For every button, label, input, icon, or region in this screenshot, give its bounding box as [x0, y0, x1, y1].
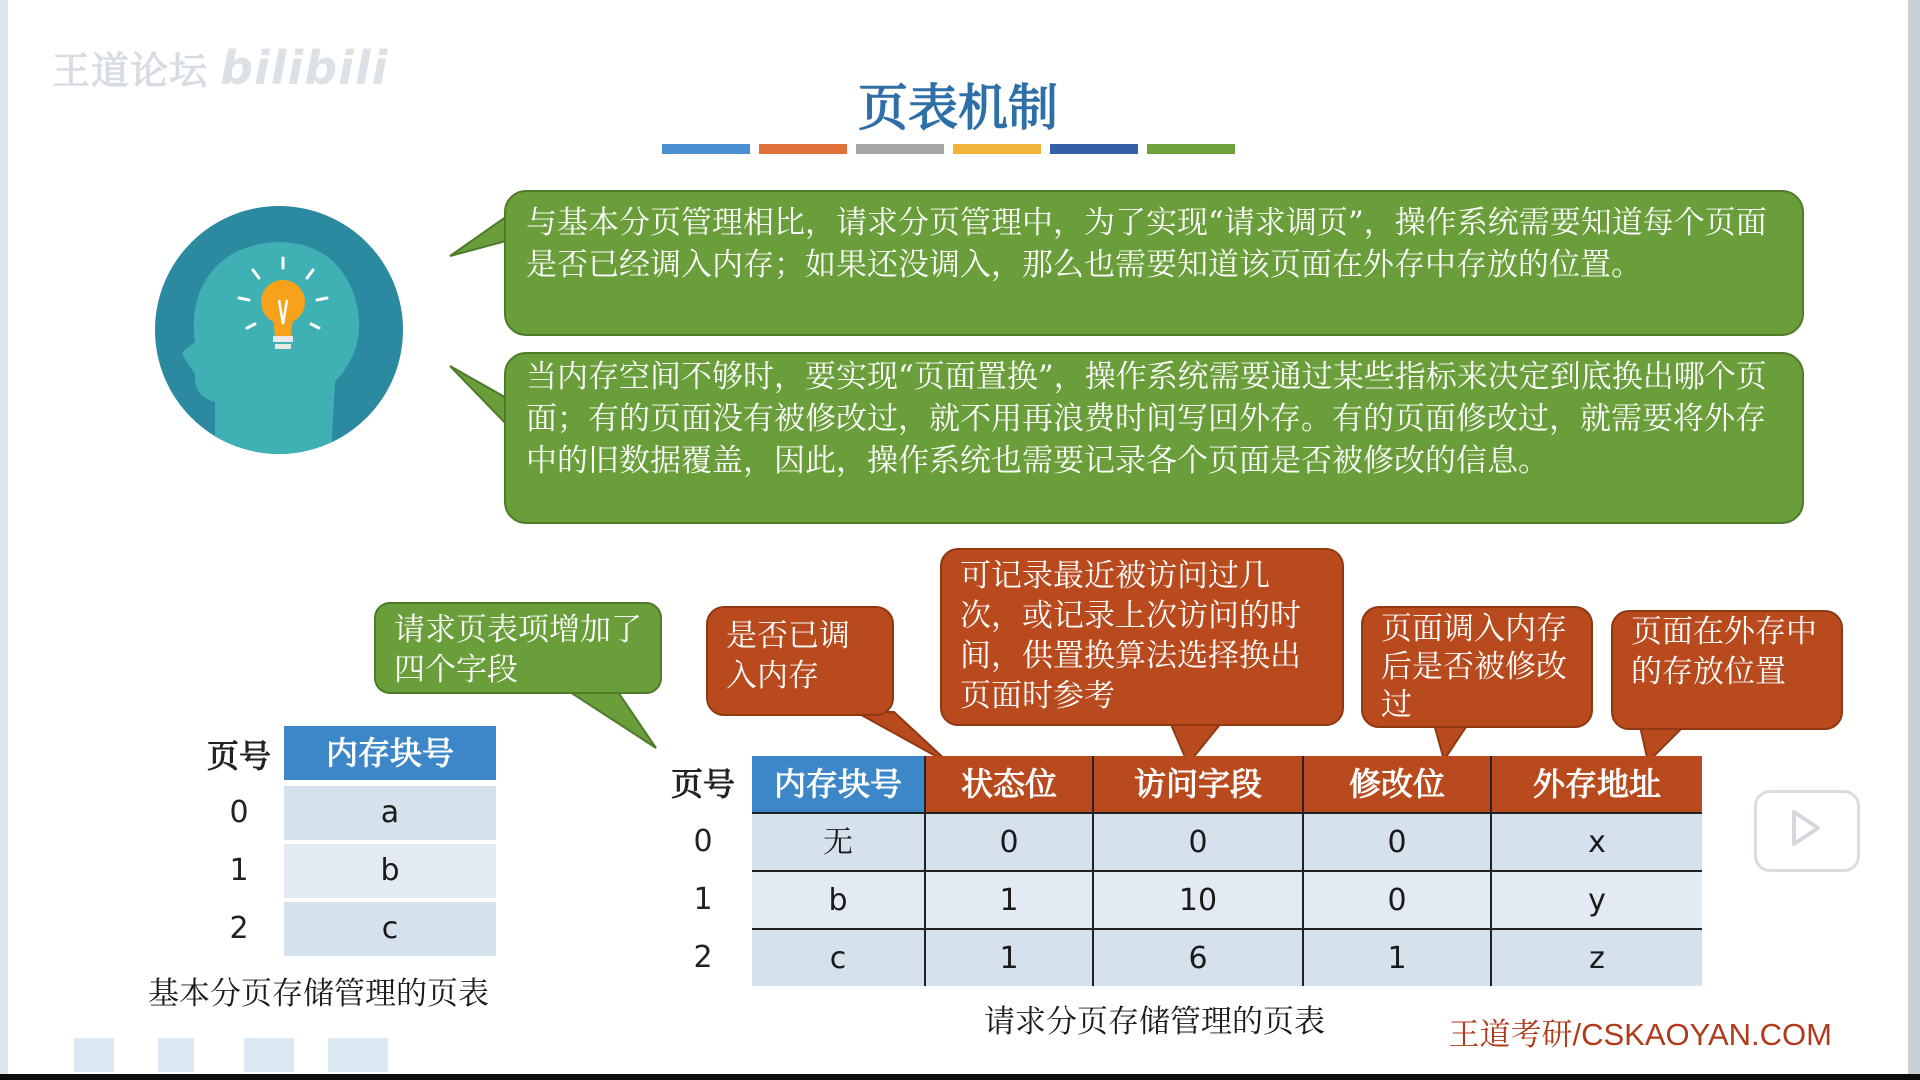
request-table-header: 内存块号 [752, 756, 924, 812]
request-table-page-number: 1 [693, 882, 713, 917]
request-table-cell: 0 [1302, 870, 1490, 928]
status-bit-bubble: 是否已调入内存 [706, 606, 894, 716]
request-table-cell: 无 [752, 812, 924, 870]
request-table-page-header: 页号 [670, 765, 735, 803]
video-play-button[interactable] [1754, 790, 1860, 872]
color-bar-segment [759, 144, 847, 154]
color-bar-segment [662, 144, 750, 154]
request-table-cell: 1 [924, 928, 1092, 986]
request-table-cell: 10 [1092, 870, 1302, 928]
basic-table-block-cell: b [284, 844, 496, 898]
request-table-caption: 请求分页存储管理的页表 [984, 1004, 1325, 1040]
decorative-bar [158, 1038, 194, 1072]
basic-table-page-number: 1 [229, 853, 249, 888]
watermark-text: 王道论坛 [52, 49, 209, 93]
basic-table-block-cell: c [284, 902, 496, 956]
color-bar-segment [1147, 144, 1235, 154]
request-table-page-number: 2 [693, 940, 713, 975]
color-bar-segment [856, 144, 944, 154]
request-table-cell: 0 [1092, 812, 1302, 870]
request-table-header: 修改位 [1302, 756, 1490, 812]
decorative-bar [74, 1038, 114, 1072]
intro-bubble-2: 当内存空间不够时，要实现“页面置换”，操作系统需要通过某些指标来决定到底换出哪个页面；有的页面没有被修改过，就不用再浪费时间写回外存。有的页面修改过，就需要将外存中的旧数据覆盖，因此，操作系统也需要记录各个页面是否被修改的信息。 [504, 352, 1804, 524]
request-table-header: 访问字段 [1092, 756, 1302, 812]
request-table-cell: 0 [924, 812, 1092, 870]
window-edge [0, 1074, 1920, 1080]
basic-table-block-cell: a [284, 786, 496, 840]
request-table-cell: 0 [1302, 812, 1490, 870]
decorative-bar [244, 1038, 294, 1072]
request-table-cell: c [752, 928, 924, 986]
request-table-header: 外存地址 [1490, 756, 1702, 812]
basic-table-page-header: 页号 [206, 737, 271, 775]
request-table-cell: x [1490, 812, 1702, 870]
basic-table-block-header: 内存块号 [284, 726, 496, 780]
basic-table-page-number: 0 [229, 795, 249, 830]
head-lightbulb-icon [155, 206, 403, 454]
request-table-page-number: 0 [693, 824, 713, 859]
request-table-cell: 6 [1092, 928, 1302, 986]
basic-table-page-number: 2 [229, 911, 249, 946]
request-table-cell: b [752, 870, 924, 928]
bubble-tail [568, 690, 658, 750]
modified-bit-bubble: 页面调入内存后是否被修改过 [1361, 606, 1593, 728]
play-icon [1754, 790, 1854, 866]
slide [8, 0, 1908, 1076]
intro-bubble-1: 与基本分页管理相比，请求分页管理中，为了实现“请求调页”，操作系统需要知道每个页面是否已经调入内存；如果还没调入，那么也需要知道该页面在外存中存放的位置。 [504, 190, 1804, 336]
page-title: 页表机制 [858, 78, 1058, 137]
window-edge [1908, 0, 1920, 1080]
fields-bubble: 请求页表项增加了四个字段 [374, 602, 662, 694]
decorative-bar [328, 1038, 388, 1072]
access-field-bubble: 可记录最近被访问过几次，或记录上次访问的时间，供置换算法选择换出页面时参考 [940, 548, 1344, 726]
request-table-cell: z [1490, 928, 1702, 986]
color-bar-segment [953, 144, 1041, 154]
request-table-cell: 1 [1302, 928, 1490, 986]
bilibili-logo: bilibili [220, 41, 389, 95]
footer-brand: 王道考研/CSKAOYAN.COM [1448, 1017, 1832, 1052]
bubble-tail [448, 212, 512, 260]
color-bar-segment [1050, 144, 1138, 154]
request-table-header: 状态位 [924, 756, 1092, 812]
external-address-bubble: 页面在外存中的存放位置 [1611, 610, 1843, 730]
request-table-cell: 1 [924, 870, 1092, 928]
request-table-cell: y [1490, 870, 1702, 928]
basic-table-caption: 基本分页存储管理的页表 [148, 976, 489, 1012]
bubble-tail [448, 364, 512, 434]
